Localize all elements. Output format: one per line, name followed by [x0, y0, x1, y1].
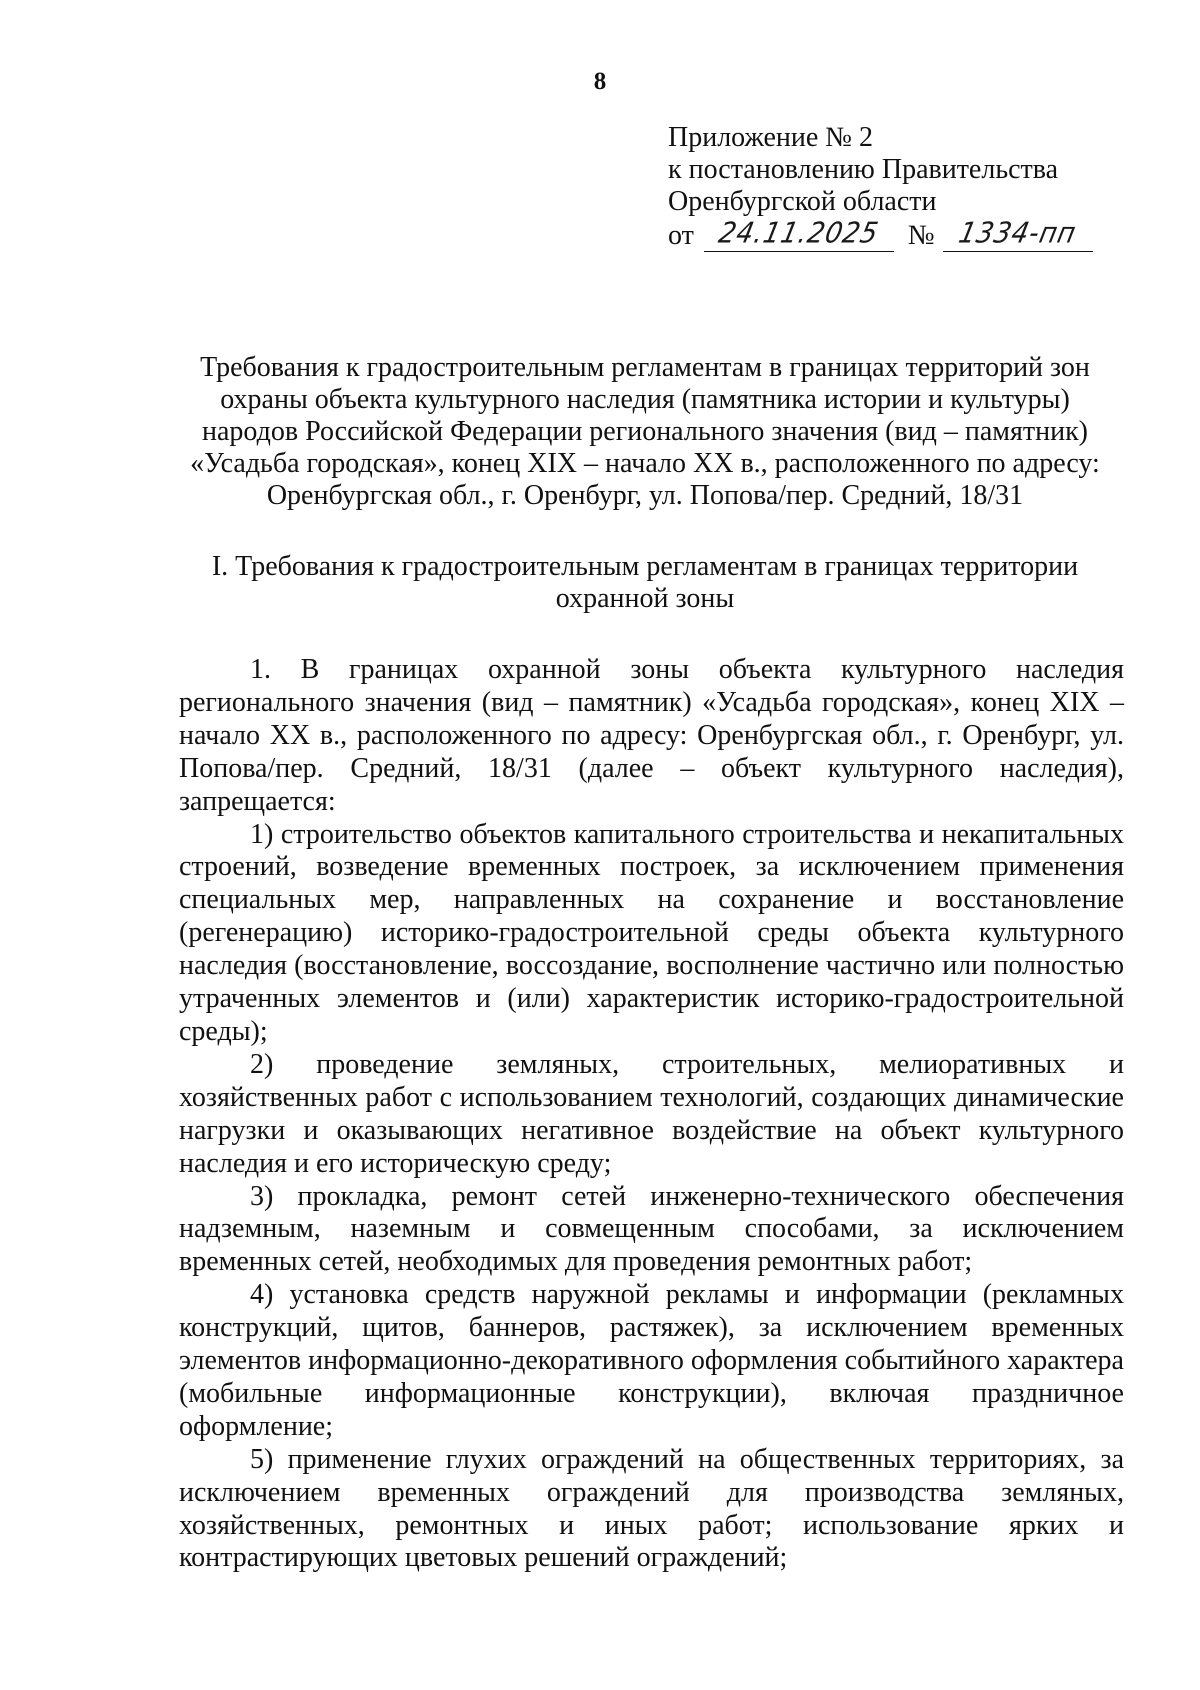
handwritten-number: 1334-пп	[956, 217, 1080, 251]
title-line: Требования к градостроительным регламентам в границах территорий зон	[200, 352, 1090, 383]
title-line: «Усадьба городская», конец XIX – начало XX в., расположенного по адресу:	[190, 448, 1100, 479]
list-item-1: 1) строительство объектов капитального строительства и некапитальных строений, возведение временных построек, за исключением применения специальных мер, направленных на сохранение и восстановление (регенерацию) историко-градостроительной среды объекта культурного наследия (восстановление, воссоздание, восполнение частично или полностью утраченных элементов и (или) характеристик историко-градостроительной среды);	[179, 818, 1124, 1047]
list-item-2: 2) проведение земляных, строительных, мелиоративных и хозяйственных работ с использованием технологий, создающих динамические нагрузки и оказывающих негативное воздействие на объект культурного наследия и его историческую среду;	[179, 1048, 1124, 1179]
list-item-5: 5) применение глухих ограждений на общественных территориях, за исключением временных ограждений для производства земляных, хозяйственных, ремонтных и иных работ; использование ярких и контрастирующих цветовых решений ограждений;	[179, 1443, 1124, 1574]
number-field	[943, 218, 1093, 252]
date-number-line	[668, 218, 1097, 252]
document-title	[185, 352, 1105, 512]
appendix-line: Оренбургской области	[668, 186, 937, 217]
body-text	[179, 654, 1124, 1575]
date-prefix: от	[668, 220, 694, 251]
section-heading	[185, 551, 1105, 615]
handwritten-date: 24.11.2025	[716, 217, 883, 251]
title-line: Оренбургская обл., г. Оренбург, ул. Попова/пер. Средний, 18/31	[266, 480, 1024, 511]
date-field	[704, 218, 894, 252]
title-line: охраны объекта культурного наследия (памятника истории и культуры)	[220, 384, 1070, 415]
section-heading-line: I. Требования к градостроительным регламентам в границах территории	[211, 551, 1079, 582]
number-prefix: №	[907, 220, 935, 251]
paragraph-intro: 1. В границах охранной зоны объекта культурного наследия регионального значения (вид – памятник) «Усадьба городская», конец XIX – начало XX в., расположенного по адресу: Оренбургская обл., г. Оренбург, ул. Попова/пер. Средний, 18/31 (далее – объект культурного наследия), запрещается:	[179, 654, 1124, 817]
list-item-3: 3) прокладка, ремонт сетей инженерно-технического обеспечения надземным, наземным и совмещенным способами, за исключением временных сетей, необходимых для проведения ремонтных работ;	[179, 1180, 1124, 1278]
page-number: 8	[593, 68, 607, 95]
section-heading-line: охранной зоны	[555, 583, 735, 614]
title-line: народов Российской Федерации регионального значения (вид – памятник)	[202, 416, 1088, 447]
list-item-4: 4) установка средств наружной рекламы и информации (рекламных конструкций, щитов, баннеров, растяжек), за исключением временных элементов информационно-декоративного оформления событийного характера (мобильные информационные конструкции), включая праздничное оформление;	[179, 1279, 1124, 1442]
appendix-block	[668, 122, 1097, 252]
appendix-line: к постановлению Правительства	[668, 154, 1059, 185]
appendix-line: Приложение № 2	[668, 122, 873, 153]
